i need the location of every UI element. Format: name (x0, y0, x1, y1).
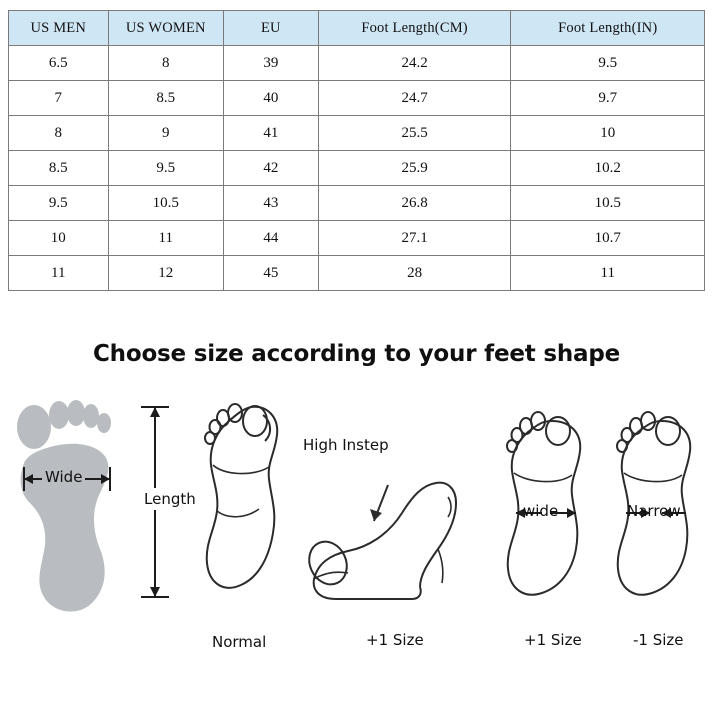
cell-eu: 42 (224, 151, 319, 186)
label-normal: Normal (212, 633, 267, 651)
column-header-eu: EU (224, 11, 319, 46)
table-row (9, 116, 705, 151)
cell-us-women: 9 (108, 116, 224, 151)
column-header-us-women: US WOMEN (108, 11, 224, 46)
label-length: Length (144, 490, 196, 508)
diagram-normal-foot (193, 393, 303, 603)
cell-eu: 44 (224, 221, 319, 256)
diagram-high-instep-foot (296, 451, 476, 616)
cell-us-women: 11 (108, 221, 224, 256)
size-chart-container (0, 0, 713, 291)
cell-eu: 45 (224, 256, 319, 291)
cell-us-men: 8.5 (9, 151, 109, 186)
cell-us-women: 10.5 (108, 186, 224, 221)
cell-us-women: 12 (108, 256, 224, 291)
cell-eu: 43 (224, 186, 319, 221)
size-chart-table (8, 10, 705, 291)
label-plus-one-size: +1 Size (366, 631, 424, 649)
cell-foot-length-in: 10.7 (511, 221, 705, 256)
cell-foot-length-cm: 24.7 (318, 81, 511, 116)
label-plus-one-size-2: +1 Size (524, 631, 582, 649)
label-wide-foot: wide (523, 502, 559, 520)
cell-foot-length-in: 10.5 (511, 186, 705, 221)
cell-us-men: 9.5 (9, 186, 109, 221)
cell-foot-length-cm: 27.1 (318, 221, 511, 256)
cell-us-men: 10 (9, 221, 109, 256)
table-row (9, 46, 705, 81)
cell-us-women: 8 (108, 46, 224, 81)
cell-eu: 39 (224, 46, 319, 81)
cell-foot-length-in: 9.5 (511, 46, 705, 81)
cell-eu: 41 (224, 116, 319, 151)
page-title: Choose size according to your feet shape (92, 341, 621, 367)
cell-us-women: 9.5 (108, 151, 224, 186)
table-row (9, 81, 705, 116)
cell-foot-length-cm: 26.8 (318, 186, 511, 221)
table-header-row (9, 11, 705, 46)
cell-foot-length-cm: 28 (318, 256, 511, 291)
label-high-instep: High Instep (303, 436, 389, 454)
cell-us-men: 11 (9, 256, 109, 291)
label-narrow-foot: Narrow (627, 502, 681, 520)
cell-us-women: 8.5 (108, 81, 224, 116)
table-row (9, 221, 705, 256)
column-header-us-men: US MEN (9, 11, 109, 46)
column-header-foot-length-in: Foot Length(IN) (511, 11, 705, 46)
cell-foot-length-cm: 25.5 (318, 116, 511, 151)
label-minus-one-size: -1 Size (633, 631, 684, 649)
cell-foot-length-in: 11 (511, 256, 705, 291)
table-row (9, 186, 705, 221)
label-wide: Wide (42, 468, 85, 486)
cell-foot-length-cm: 24.2 (318, 46, 511, 81)
table-row (9, 151, 705, 186)
cell-us-men: 7 (9, 81, 109, 116)
foot-shape-diagrams (0, 385, 713, 675)
cell-foot-length-in: 9.7 (511, 81, 705, 116)
cell-foot-length-in: 10 (511, 116, 705, 151)
table-row (9, 256, 705, 291)
cell-foot-length-cm: 25.9 (318, 151, 511, 186)
cell-foot-length-in: 10.2 (511, 151, 705, 186)
column-header-foot-length-cm: Foot Length(CM) (318, 11, 511, 46)
cell-eu: 40 (224, 81, 319, 116)
cell-us-men: 8 (9, 116, 109, 151)
diagram-foot-measurements (0, 385, 200, 635)
cell-us-men: 6.5 (9, 46, 109, 81)
